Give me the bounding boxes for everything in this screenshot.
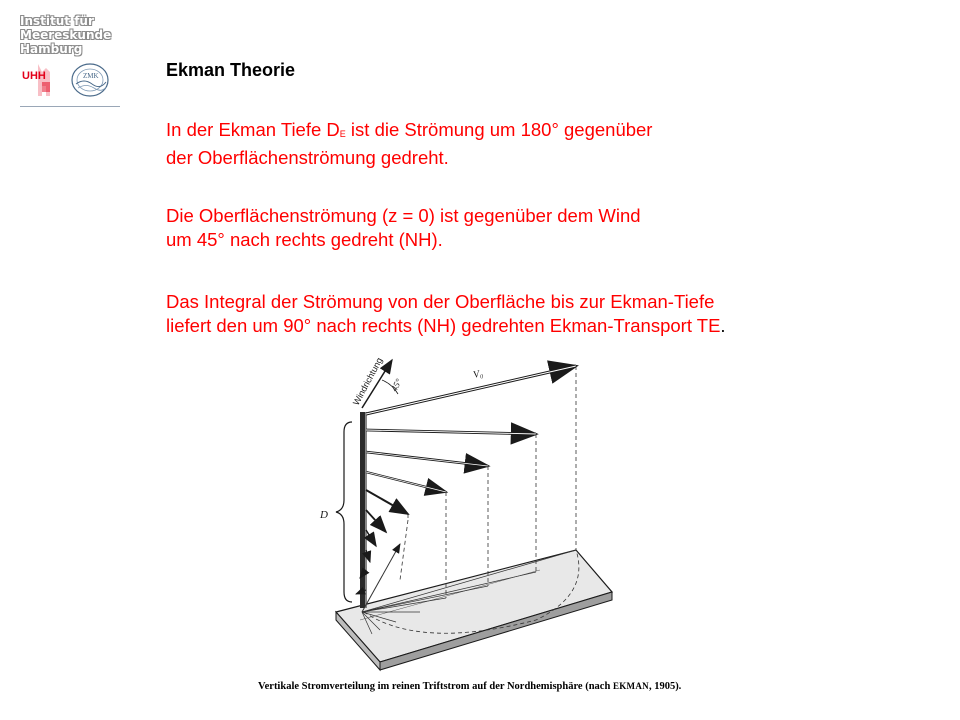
paragraph-ekman-depth bbox=[166, 118, 652, 170]
period: . bbox=[720, 315, 726, 336]
caption-text: Vertikale Stromverteilung im reinen Triftstrom auf der Nordhemisphäre (nach bbox=[258, 681, 613, 692]
surface-velocity-label: V₀ bbox=[472, 368, 485, 381]
caption-author: EKMAN bbox=[612, 681, 649, 691]
text-line bbox=[166, 118, 652, 146]
current-arrow bbox=[366, 530, 376, 546]
header-divider bbox=[20, 106, 120, 107]
depth-brace bbox=[336, 422, 352, 602]
zmk-logo bbox=[70, 62, 110, 98]
institute-line: Hamburg bbox=[20, 42, 83, 56]
angle-label: 45° bbox=[388, 377, 404, 393]
text-line: der Oberflächenströmung gedreht. bbox=[166, 147, 449, 168]
text-fragment: ist die Strömung um 180° gegenüber bbox=[345, 119, 653, 140]
text-line bbox=[166, 314, 726, 338]
figure-caption bbox=[258, 681, 681, 692]
paragraph-surface-current bbox=[166, 204, 641, 252]
institute-line: Meereskunde bbox=[20, 28, 112, 42]
base-plate bbox=[336, 550, 612, 670]
uhh-logo-text: UHH bbox=[22, 70, 46, 82]
depth-label: D bbox=[320, 509, 328, 521]
institute-name bbox=[20, 14, 130, 56]
wind-direction-label: Windrichtung bbox=[350, 355, 385, 407]
text-line: um 45° nach rechts gedreht (NH). bbox=[166, 229, 443, 250]
current-arrow-highlight bbox=[366, 472, 446, 492]
zmk-logo-text: ZMK bbox=[83, 72, 99, 80]
subscript: E bbox=[339, 129, 346, 139]
text-line: Das Integral der Strömung von der Oberfläche bis zur Ekman-Tiefe bbox=[166, 291, 715, 312]
institute-line: Institut für bbox=[20, 14, 94, 28]
slide-title: Ekman Theorie bbox=[166, 60, 296, 80]
current-arrow-highlight bbox=[366, 452, 488, 466]
paragraph-ekman-transport bbox=[166, 290, 726, 338]
text-fragment: liefert den um 90° nach rechts (NH) gedrehten Ekman-Transport TE bbox=[166, 315, 721, 336]
current-arrow bbox=[366, 490, 408, 514]
ekman-spiral-figure bbox=[300, 350, 640, 680]
caption-text: , 1905). bbox=[648, 681, 682, 692]
text-fragment: In der Ekman Tiefe D bbox=[166, 119, 340, 140]
text-line: Die Oberflächenströmung (z = 0) ist gegenüber dem Wind bbox=[166, 205, 641, 226]
current-arrow bbox=[366, 510, 386, 532]
depth-axis bbox=[360, 412, 367, 608]
uhh-logo bbox=[20, 62, 54, 98]
